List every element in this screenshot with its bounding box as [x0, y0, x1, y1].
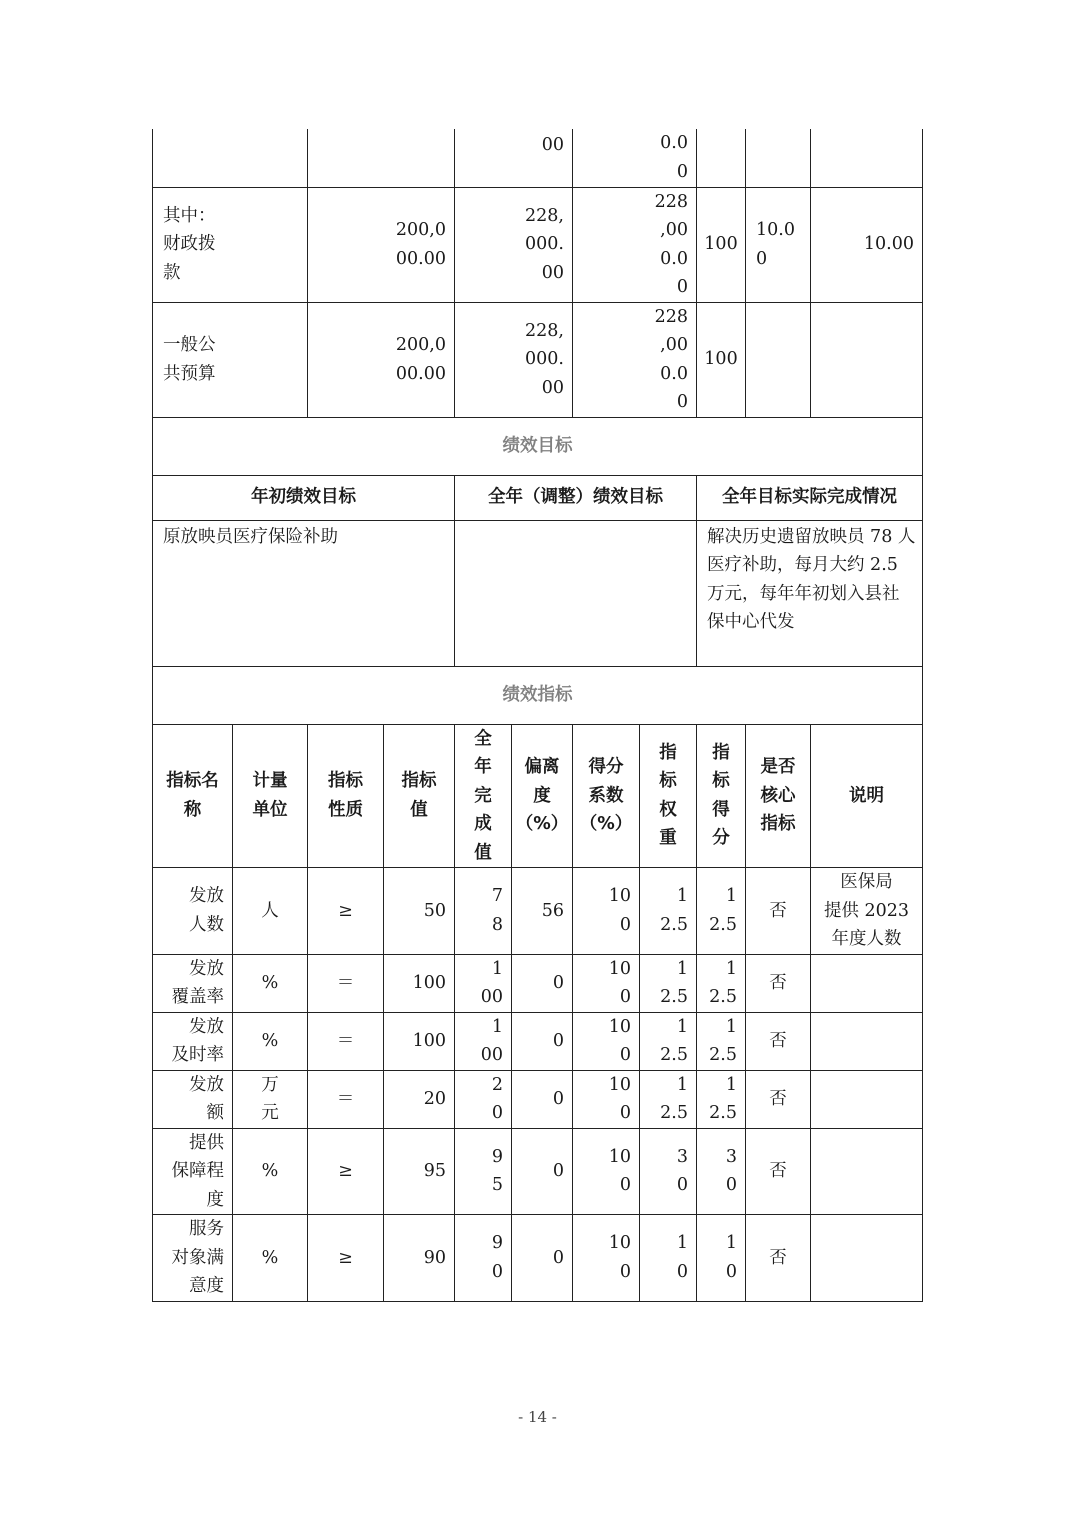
header-unit: 计量 单位 [233, 724, 308, 868]
indicator-coefficient: 10 0 [573, 954, 640, 1012]
indicator-done: 7 8 [455, 868, 512, 955]
budget-planned [308, 129, 455, 187]
indicator-unit: % [233, 1012, 308, 1070]
indicator-name: 提供 保障程 度 [153, 1128, 233, 1215]
budget-score [811, 302, 923, 417]
indicator-nature: ＝ [308, 1012, 384, 1070]
budget-weight [746, 302, 811, 417]
header-coefficient: 得分 系数 （%） [573, 724, 640, 868]
indicator-score: 3 0 [697, 1128, 746, 1215]
budget-item-name: 其中： 财政拨 款 [153, 187, 308, 302]
indicator-name: 发放 额 [153, 1070, 233, 1128]
indicator-coefficient: 10 0 [573, 1012, 640, 1070]
indicator-core: 否 [746, 1215, 811, 1302]
budget-adjusted: 228, 000. 00 [455, 187, 573, 302]
indicator-row [153, 1128, 923, 1215]
goals-section-title: 绩效目标 [153, 417, 923, 475]
budget-rate [697, 129, 746, 187]
header-nature: 指标 性质 [308, 724, 384, 868]
indicator-nature: ≥ [308, 868, 384, 955]
indicator-value: 20 [384, 1070, 455, 1128]
indicator-row [153, 1215, 923, 1302]
indicator-done: 2 0 [455, 1070, 512, 1128]
goals-header-actual: 全年目标实际完成情况 [697, 475, 923, 520]
budget-score: 10.00 [811, 187, 923, 302]
header-value: 指标 值 [384, 724, 455, 868]
budget-weight [746, 129, 811, 187]
budget-rate: 100 [697, 302, 746, 417]
indicator-score: 1 2.5 [697, 868, 746, 955]
goals-adjusted-text [455, 520, 697, 666]
indicator-core: 否 [746, 954, 811, 1012]
indicator-note [811, 1070, 923, 1128]
indicator-done: 1 00 [455, 1012, 512, 1070]
goals-header-adjusted: 全年（调整）绩效目标 [455, 475, 697, 520]
indicator-nature: ≥ [308, 1215, 384, 1302]
header-score: 指 标 得 分 [697, 724, 746, 868]
budget-row [153, 129, 923, 187]
indicator-name: 发放 人数 [153, 868, 233, 955]
indicator-unit: 人 [233, 868, 308, 955]
indicator-note [811, 1215, 923, 1302]
budget-row [153, 187, 923, 302]
budget-actual: 0.0 0 [573, 129, 697, 187]
goals-initial-text: 原放映员医疗保险补助 [153, 520, 455, 666]
indicator-score: 1 2.5 [697, 954, 746, 1012]
budget-row [153, 302, 923, 417]
indicator-weight: 1 2.5 [640, 1012, 697, 1070]
budget-item-name [153, 129, 308, 187]
header-deviation: 偏离 度 （%） [512, 724, 573, 868]
goals-header-initial: 年初绩效目标 [153, 475, 455, 520]
indicator-coefficient: 10 0 [573, 1070, 640, 1128]
indicator-value: 50 [384, 868, 455, 955]
goals-actual-text: 解决历史遗留放映员 78 人医疗补助，每月大约 2.5 万元，每年年初划入县社保中心代发 [697, 520, 923, 666]
indicator-value: 95 [384, 1128, 455, 1215]
indicator-done: 9 5 [455, 1128, 512, 1215]
indicator-name: 服务 对象满 意度 [153, 1215, 233, 1302]
goals-content-row [153, 520, 923, 666]
indicator-unit: % [233, 1128, 308, 1215]
indicator-note: 医保局 提供 2023 年度人数 [811, 868, 923, 955]
header-weight: 指 标 权 重 [640, 724, 697, 868]
budget-item-name: 一般公 共预算 [153, 302, 308, 417]
header-core: 是否 核心 指标 [746, 724, 811, 868]
indicator-weight: 1 2.5 [640, 868, 697, 955]
indicator-value: 100 [384, 954, 455, 1012]
header-indicator-name: 指标名 称 [153, 724, 233, 868]
goals-header-row [153, 475, 923, 520]
indicator-core: 否 [746, 1070, 811, 1128]
indicator-nature: ＝ [308, 1070, 384, 1128]
indicator-weight: 1 2.5 [640, 954, 697, 1012]
indicator-note [811, 1128, 923, 1215]
indicator-coefficient: 10 0 [573, 1215, 640, 1302]
budget-actual: 228 ,00 0.0 0 [573, 187, 697, 302]
budget-adjusted: 228, 000. 00 [455, 302, 573, 417]
indicator-deviation: 0 [512, 1012, 573, 1070]
indicator-score: 1 0 [697, 1215, 746, 1302]
header-done-value: 全 年 完 成 值 [455, 724, 512, 868]
indicator-row [153, 1070, 923, 1128]
indicator-deviation: 0 [512, 1215, 573, 1302]
budget-actual: 228 ,00 0.0 0 [573, 302, 697, 417]
indicator-name: 发放 覆盖率 [153, 954, 233, 1012]
indicator-core: 否 [746, 1128, 811, 1215]
indicators-header-row [153, 724, 923, 868]
indicator-deviation: 0 [512, 1128, 573, 1215]
indicator-nature: ＝ [308, 954, 384, 1012]
budget-score [811, 129, 923, 187]
performance-table [152, 129, 923, 1302]
indicator-note [811, 1012, 923, 1070]
indicator-core: 否 [746, 1012, 811, 1070]
indicator-value: 100 [384, 1012, 455, 1070]
indicator-score: 1 2.5 [697, 1012, 746, 1070]
indicators-section-title: 绩效指标 [153, 666, 923, 724]
budget-planned: 200,0 00.00 [308, 302, 455, 417]
indicator-done: 9 0 [455, 1215, 512, 1302]
header-note: 说明 [811, 724, 923, 868]
indicator-score: 1 2.5 [697, 1070, 746, 1128]
indicator-deviation: 0 [512, 954, 573, 1012]
indicator-core: 否 [746, 868, 811, 955]
indicator-unit: % [233, 954, 308, 1012]
budget-rate: 100 [697, 187, 746, 302]
indicator-weight: 1 2.5 [640, 1070, 697, 1128]
indicator-deviation: 0 [512, 1070, 573, 1128]
indicator-coefficient: 10 0 [573, 868, 640, 955]
page-number: - 14 - [518, 1408, 557, 1426]
indicator-nature: ≥ [308, 1128, 384, 1215]
indicator-unit: 万 元 [233, 1070, 308, 1128]
indicator-done: 1 00 [455, 954, 512, 1012]
budget-planned: 200,0 00.00 [308, 187, 455, 302]
indicator-name: 发放 及时率 [153, 1012, 233, 1070]
indicator-row [153, 1012, 923, 1070]
indicator-deviation: 56 [512, 868, 573, 955]
indicator-row [153, 954, 923, 1012]
indicator-row [153, 868, 923, 955]
indicator-note [811, 954, 923, 1012]
budget-adjusted: 00 [455, 129, 573, 187]
indicator-unit: % [233, 1215, 308, 1302]
budget-weight: 10.0 0 [746, 187, 811, 302]
goals-section-row [153, 417, 923, 475]
indicator-weight: 3 0 [640, 1128, 697, 1215]
indicator-weight: 1 0 [640, 1215, 697, 1302]
indicator-value: 90 [384, 1215, 455, 1302]
indicators-section-row [153, 666, 923, 724]
indicator-coefficient: 10 0 [573, 1128, 640, 1215]
